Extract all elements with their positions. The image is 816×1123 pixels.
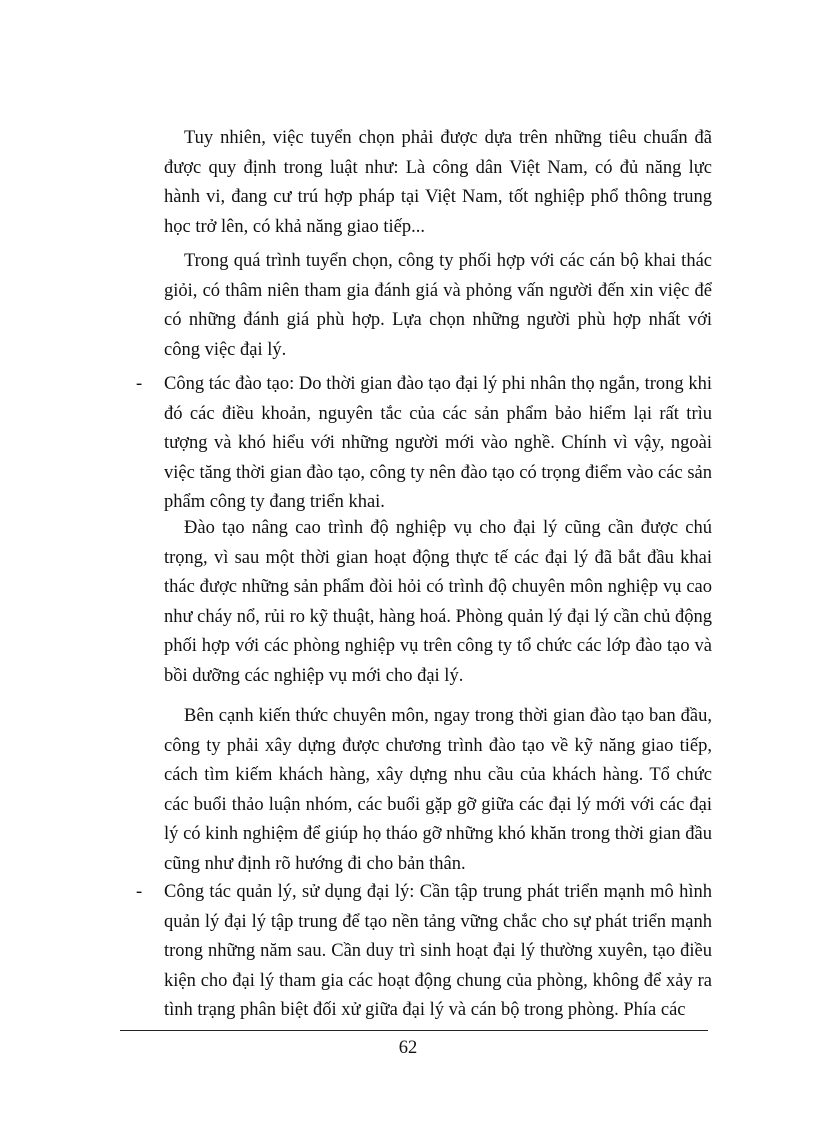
bullet-dash-training: - xyxy=(136,374,143,394)
paragraph-agent-management: Công tác quản lý, sử dụng đại lý: Cần tập trung phát triển mạnh mô hình quản lý đại lý tập trung để tạo nền tảng vững chắc cho sự phát triển mạnh trong những năm sau. Cần duy trì sinh hoạt đại lý thường xuyên, tạo điều kiện cho đại lý tham gia các hoạt động chung của phòng, không để xảy ra tình trạng phân biệt đối xử giữa đại lý và cán bộ trong phòng. Phía các xyxy=(164,882,712,1020)
paragraph-skills-training: Bên cạnh kiến thức chuyên môn, ngay trong thời gian đào tạo ban đầu, công ty phải xây dựng được chương trình đào tạo về kỹ năng giao tiếp, cách tìm kiếm khách hàng, xây dựng nhu cầu của khách hàng. Tổ chức các buổi thảo luận nhóm, các buổi gặp gỡ giữa các đại lý mới với các đại lý có kinh nghiệm để giúp họ tháo gỡ những khó khăn trong thời gian đầu cũng như định rõ hướng đi cho bản thân. xyxy=(164,706,712,874)
paragraph-advanced-training: Đào tạo nâng cao trình độ nghiệp vụ cho đại lý cũng cần được chú trọng, vì sau một thời gian hoạt động thực tế các đại lý đã bắt đầu khai thác được những sản phẩm đòi hỏi có trình độ chuyên môn nghiệp vụ cao như cháy nổ, rủi ro kỹ thuật, hàng hoá. Phòng quản lý đại lý cần chủ động phối hợp với các phòng nghiệp vụ trên công ty tổ chức các lớp đào tạo và bồi dưỡng các nghiệp vụ mới cho đại lý. xyxy=(164,518,712,686)
paragraph-recruitment-criteria: Tuy nhiên, việc tuyển chọn phải được dựa trên những tiêu chuẩn đã được quy định trong luật như: Là công dân Việt Nam, có đủ năng lực hành vi, đang cư trú hợp pháp tại Việt Nam, tốt nghiệp phổ thông trung học trở lên, có khả năng giao tiếp... xyxy=(164,128,712,237)
bullet-dash-management: - xyxy=(136,882,143,902)
paragraph-recruitment-process: Trong quá trình tuyển chọn, công ty phối hợp với các cán bộ khai thác giỏi, có thâm niên tham gia đánh giá và phỏng vấn người đến xin việc để có những đánh giá phù hợp. Lựa chọn những người phù hợp nhất với công việc đại lý. xyxy=(164,251,712,360)
page-number: 62 xyxy=(398,1038,418,1058)
footer-divider xyxy=(120,1030,708,1031)
paragraph-training: Công tác đào tạo: Do thời gian đào tạo đại lý phi nhân thọ ngắn, trong khi đó các điều khoản, nguyên tắc của các sản phẩm bảo hiểm lại rất trìu tượng và khó hiểu với những người mới vào nghề. Chính vì vậy, ngoài việc tăng thời gian đào tạo, công ty nên đào tạo có trọng điểm vào các sản phẩm công ty đang triển khai. xyxy=(164,374,712,512)
